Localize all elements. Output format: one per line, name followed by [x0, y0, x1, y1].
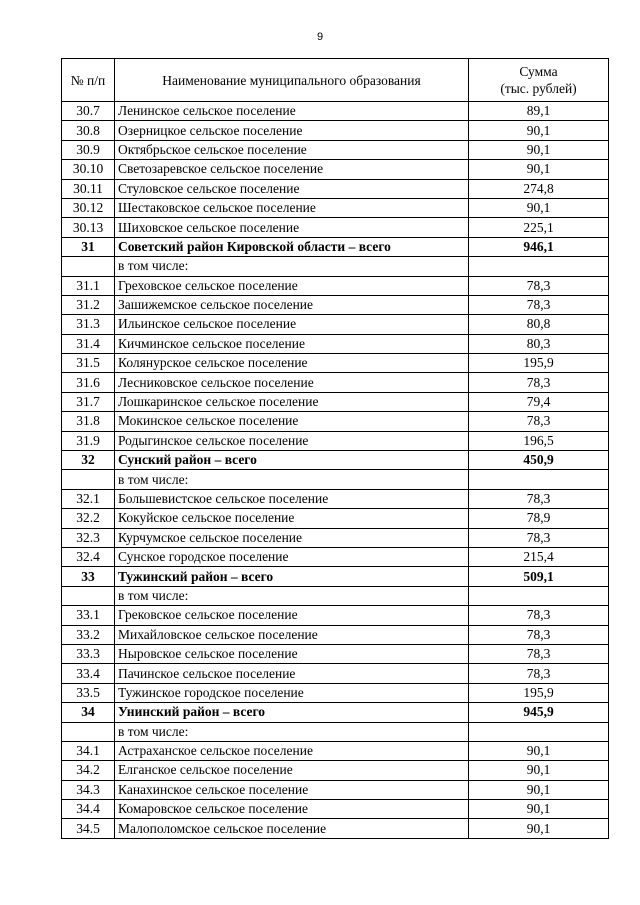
table-row — [62, 547, 609, 566]
row-name: Кичминское сельское поселение — [115, 334, 469, 353]
table-row-total — [62, 703, 609, 722]
row-name: Тужинское городское поселение — [115, 683, 469, 702]
row-number: 33.1 — [62, 606, 115, 625]
header-sum-line1: Сумма — [519, 64, 558, 79]
row-name: Шестаковское сельское поселение — [115, 198, 469, 217]
table-row — [62, 800, 609, 819]
row-value: 509,1 — [469, 567, 609, 586]
row-number: 30.13 — [62, 218, 115, 237]
row-name: Астраханское сельское поселение — [115, 741, 469, 760]
row-number: 31.7 — [62, 392, 115, 411]
table-row-total — [62, 237, 609, 256]
table-row — [62, 412, 609, 431]
row-number: 33 — [62, 567, 115, 586]
row-value: 78,3 — [469, 606, 609, 625]
row-value: 80,8 — [469, 315, 609, 334]
row-name: Тужинский район – всего — [115, 567, 469, 586]
table-row — [62, 198, 609, 217]
row-value: 79,4 — [469, 392, 609, 411]
row-number: 34.1 — [62, 741, 115, 760]
table-row — [62, 392, 609, 411]
row-number: 30.12 — [62, 198, 115, 217]
row-value: 90,1 — [469, 160, 609, 179]
row-name: Комаровское сельское поселение — [115, 800, 469, 819]
row-name: Унинский район – всего — [115, 703, 469, 722]
row-value: 196,5 — [469, 431, 609, 450]
row-number: 34.2 — [62, 761, 115, 780]
row-value: 225,1 — [469, 218, 609, 237]
row-value: 78,3 — [469, 373, 609, 392]
row-value — [469, 722, 609, 741]
row-name: Грековское сельское поселение — [115, 606, 469, 625]
row-value: 195,9 — [469, 354, 609, 373]
row-value: 90,1 — [469, 140, 609, 159]
table-row — [62, 722, 609, 741]
table-body — [62, 102, 609, 839]
row-number: 34.3 — [62, 780, 115, 799]
row-number: 30.9 — [62, 140, 115, 159]
table-row — [62, 373, 609, 392]
row-number — [62, 470, 115, 489]
table-row — [62, 121, 609, 140]
row-number — [62, 722, 115, 741]
row-name: Зашижемское сельское поселение — [115, 295, 469, 314]
row-number: 31.3 — [62, 315, 115, 334]
row-value: 89,1 — [469, 102, 609, 121]
table-row — [62, 509, 609, 528]
row-name: Пачинское сельское поселение — [115, 664, 469, 683]
table-row — [62, 431, 609, 450]
row-name: Мокинское сельское поселение — [115, 412, 469, 431]
row-name: Сунское городское поселение — [115, 547, 469, 566]
row-name: Греховское сельское поселение — [115, 276, 469, 295]
row-value — [469, 257, 609, 276]
row-number: 32.2 — [62, 509, 115, 528]
row-value: 78,3 — [469, 528, 609, 547]
row-number — [62, 586, 115, 605]
row-value: 274,8 — [469, 179, 609, 198]
table-row — [62, 625, 609, 644]
row-value: 90,1 — [469, 741, 609, 760]
header-name: Наименование муниципального образования — [115, 59, 469, 102]
row-name: Стуловское сельское поселение — [115, 179, 469, 198]
table-row — [62, 819, 609, 838]
row-value: 90,1 — [469, 819, 609, 838]
allocation-table — [61, 58, 609, 839]
row-number: 34.4 — [62, 800, 115, 819]
row-value: 90,1 — [469, 121, 609, 140]
row-name: в том числе: — [115, 586, 469, 605]
row-number: 31 — [62, 237, 115, 256]
row-name: Лошкаринское сельское поселение — [115, 392, 469, 411]
table-row — [62, 489, 609, 508]
row-name: Малополомское сельское поселение — [115, 819, 469, 838]
row-name: Октябрьское сельское поселение — [115, 140, 469, 159]
row-number: 31.1 — [62, 276, 115, 295]
page-number: 9 — [316, 31, 324, 43]
row-number: 34 — [62, 703, 115, 722]
row-value: 215,4 — [469, 547, 609, 566]
table-row — [62, 528, 609, 547]
row-name: Ленинское сельское поселение — [115, 102, 469, 121]
row-name: в том числе: — [115, 470, 469, 489]
table-row — [62, 741, 609, 760]
row-value: 78,3 — [469, 276, 609, 295]
row-value: 90,1 — [469, 198, 609, 217]
row-number: 30.10 — [62, 160, 115, 179]
row-number: 32.4 — [62, 547, 115, 566]
row-name: в том числе: — [115, 722, 469, 741]
table-row — [62, 354, 609, 373]
row-name: Елганское сельское поселение — [115, 761, 469, 780]
table-row — [62, 295, 609, 314]
row-value: 945,9 — [469, 703, 609, 722]
row-name: Курчумское сельское поселение — [115, 528, 469, 547]
header-row — [62, 59, 609, 102]
table-row — [62, 334, 609, 353]
row-name: Канахинское сельское поселение — [115, 780, 469, 799]
table-row — [62, 160, 609, 179]
header-number: № п/п — [62, 59, 115, 102]
row-number: 32.1 — [62, 489, 115, 508]
row-value: 78,3 — [469, 412, 609, 431]
header-sum-line2: (тыс. рублей) — [500, 81, 577, 96]
row-value: 78,9 — [469, 509, 609, 528]
row-name: Шиховское сельское поселение — [115, 218, 469, 237]
row-name: в том числе: — [115, 257, 469, 276]
table-row — [62, 664, 609, 683]
row-number: 30.7 — [62, 102, 115, 121]
table-row — [62, 276, 609, 295]
row-value: 78,3 — [469, 489, 609, 508]
table-row — [62, 102, 609, 121]
row-number: 32 — [62, 451, 115, 470]
row-number: 33.4 — [62, 664, 115, 683]
row-number: 33.3 — [62, 644, 115, 663]
row-name: Родыгинское сельское поселение — [115, 431, 469, 450]
table-row — [62, 140, 609, 159]
row-number: 33.2 — [62, 625, 115, 644]
table-row — [62, 586, 609, 605]
row-number: 31.9 — [62, 431, 115, 450]
table-row — [62, 683, 609, 702]
row-number: 33.5 — [62, 683, 115, 702]
row-value: 78,3 — [469, 664, 609, 683]
table-row-total — [62, 567, 609, 586]
row-number — [62, 257, 115, 276]
table-row — [62, 315, 609, 334]
table-row — [62, 179, 609, 198]
row-number: 34.5 — [62, 819, 115, 838]
table-row-total — [62, 451, 609, 470]
row-number: 31.8 — [62, 412, 115, 431]
table-header — [62, 59, 609, 102]
row-value: 90,1 — [469, 761, 609, 780]
row-number: 32.3 — [62, 528, 115, 547]
table-row — [62, 761, 609, 780]
row-value: 946,1 — [469, 237, 609, 256]
row-number: 31.4 — [62, 334, 115, 353]
row-name: Большевистское сельское поселение — [115, 489, 469, 508]
row-number: 30.8 — [62, 121, 115, 140]
row-name: Озерницкое сельское поселение — [115, 121, 469, 140]
table-row — [62, 218, 609, 237]
row-value: 78,3 — [469, 625, 609, 644]
row-number: 31.6 — [62, 373, 115, 392]
row-name: Колянурское сельское поселение — [115, 354, 469, 373]
row-value — [469, 470, 609, 489]
row-name: Советский район Кировской области – всего — [115, 237, 469, 256]
row-value: 90,1 — [469, 780, 609, 799]
table-row — [62, 644, 609, 663]
row-value: 80,3 — [469, 334, 609, 353]
row-value: 78,3 — [469, 295, 609, 314]
row-value: 450,9 — [469, 451, 609, 470]
row-value: 78,3 — [469, 644, 609, 663]
table-row — [62, 470, 609, 489]
row-number: 30.11 — [62, 179, 115, 198]
header-sum — [469, 59, 609, 102]
row-value — [469, 586, 609, 605]
row-name: Сунский район – всего — [115, 451, 469, 470]
row-number: 31.2 — [62, 295, 115, 314]
row-name: Светозаревское сельское поселение — [115, 160, 469, 179]
row-name: Ильинское сельское поселение — [115, 315, 469, 334]
row-name: Михайловское сельское поселение — [115, 625, 469, 644]
row-value: 90,1 — [469, 800, 609, 819]
row-value: 195,9 — [469, 683, 609, 702]
table-row — [62, 780, 609, 799]
table-row — [62, 257, 609, 276]
row-number: 31.5 — [62, 354, 115, 373]
row-name: Кокуйское сельское поселение — [115, 509, 469, 528]
row-name: Лесниковское сельское поселение — [115, 373, 469, 392]
row-name: Ныровское сельское поселение — [115, 644, 469, 663]
table-row — [62, 606, 609, 625]
